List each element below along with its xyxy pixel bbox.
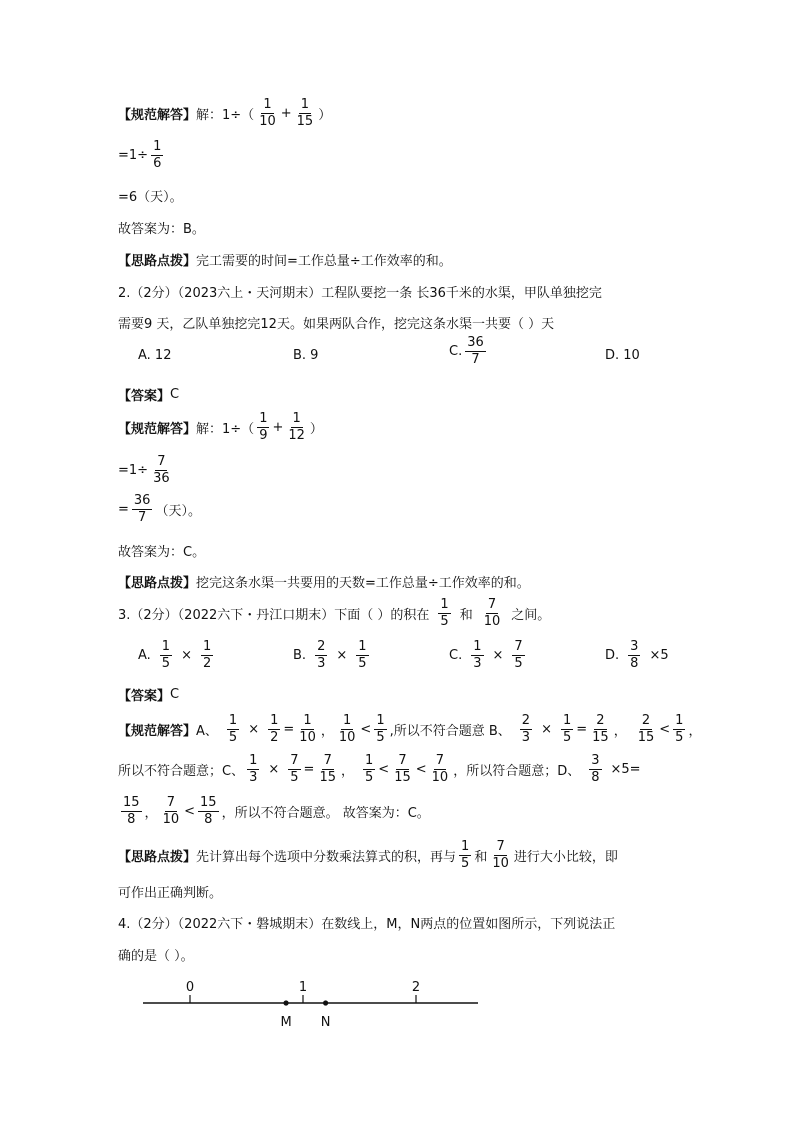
fraction: $\frac{1}{5}$: [161, 639, 171, 671]
fraction: $\frac{36}{7}$: [467, 335, 484, 367]
point-m: [283, 1000, 288, 1005]
fraction: $\frac{1}{3}$: [473, 639, 482, 671]
fraction: $\frac{36}{7}$: [133, 493, 151, 525]
q3-solution-line3: $\frac{15}{8}$ ， $\frac{7}{10}$ < $\frac{15}{8}$ ，所以不符合题意。 故答案为：C。: [123, 795, 430, 827]
fraction: $\frac{15}{8}$: [200, 795, 217, 827]
q2-option-d: D. 10: [605, 348, 640, 363]
fraction: $\frac{2}{3}$: [317, 639, 326, 671]
tick-label-0: 0: [185, 980, 195, 995]
hint-tag: 【思路点拨】: [118, 254, 197, 269]
fraction: $\frac{1}{5}$: [562, 713, 572, 745]
q2-hint: 【思路点拨】 挖完这条水渠一共要用的天数=工作总量÷工作效率的和。: [118, 572, 530, 591]
point-m-label: M: [280, 1015, 292, 1030]
fraction: $\frac{7}{10}$: [483, 597, 501, 629]
q2-conclusion: 故答案为：C。: [118, 545, 206, 560]
point-n-label: N: [320, 1015, 331, 1030]
fraction: $\frac{7}{10}$: [492, 839, 509, 871]
q2-stem-line1: 2.（2分）（2023六上・天河期末）工程队要挖一条 长36千米的水渠，甲队单独挖完: [118, 286, 602, 301]
fraction: $\frac{1}{15}$: [296, 97, 314, 129]
fraction: $\frac{1}{2}$: [270, 713, 279, 745]
fraction: $\frac{1}{10}$: [299, 713, 316, 745]
q1-hint: 【思路点拨】 完工需要的时间=工作总量÷工作效率的和。: [118, 250, 452, 269]
fraction: $\frac{1}{3}$: [249, 753, 258, 785]
fraction: $\frac{7}{5}$: [514, 639, 523, 671]
fraction: $\frac{1}{5}$: [675, 713, 684, 745]
q3-option-c: C. $\frac{1}{3}$ × $\frac{7}{5}$: [449, 639, 523, 671]
q2-solution-line1: 【规范解答】 解：1÷（ $\frac{1}{9}$ + $\frac{1}{12}$ ）: [118, 411, 323, 443]
q3-option-b: B. $\frac{2}{3}$ × $\frac{1}{5}$: [293, 639, 367, 671]
q2-option-b: B. 9: [293, 348, 319, 363]
q3-option-a: A. $\frac{1}{5}$ × $\frac{1}{2}$: [138, 639, 212, 671]
fraction: $\frac{1}{10}$: [338, 713, 356, 745]
q3-hint-line1: 【思路点拨】 先计算出每个选项中分数乘法算式的积，再与 $\frac{1}{5}$ 和 $\frac{7}{10}$ 进行大小比较，即: [118, 839, 618, 871]
q4-stem-line1: 4.（2分）（2022六下・磐城期末）在数线上，M，N两点的位置如图所示，下列说法正: [118, 917, 616, 932]
fraction: $\frac{3}{8}$: [630, 639, 639, 671]
fraction: $\frac{1}{5}$: [376, 713, 385, 745]
fraction: $\frac{3}{8}$: [591, 753, 600, 785]
q3-solution-line2: 所以不符合题意；C、 $\frac{1}{3}$ × $\frac{7}{5}$ = $\frac{7}{15}$ ， $\frac{1}{5}$ < $\frac{7}{15}$ < $\frac{7}{10}$ ，所以符合题意；D、 $\frac{3}{8}$ ×5=: [118, 753, 641, 785]
fraction: $\frac{7}{15}$: [394, 753, 411, 785]
tick-label-1: 1: [298, 980, 308, 995]
solution-tag: 【规范解答】: [118, 421, 197, 437]
q3-solution-line1: 【规范解答】 A、 $\frac{1}{5}$ × $\frac{1}{2}$ = $\frac{1}{10}$ ， $\frac{1}{10}$ < $\frac{1}{5}$ ,所以不符合题意 B、 $\frac{2}{3}$ × $\frac{1}{5}$ = $\frac{2}{15}$ ， $\frac{2}{15}$ < $\frac{1}{5}$ ，: [118, 713, 702, 745]
q2-option-a: A. 12: [138, 348, 172, 363]
tick-label-2: 2: [411, 980, 421, 995]
fraction: $\frac{15}{8}$: [123, 795, 140, 827]
solution-tag: 【规范解答】: [118, 723, 197, 739]
fraction: $\frac{1}{5}$: [228, 713, 238, 745]
hint-tag: 【思路点拨】: [118, 576, 197, 591]
fraction: $\frac{7}{10}$: [162, 795, 180, 827]
q1-solution-line3: =6（天）。: [118, 190, 183, 205]
hint-tag: 【思路点拨】: [118, 849, 197, 865]
fraction: $\frac{7}{36}$: [153, 454, 170, 486]
q1-solution-line1: 【规范解答】 解：1÷（ $\frac{1}{10}$ + $\frac{1}{15}$ ）: [118, 97, 332, 129]
fraction: $\frac{2}{15}$: [592, 713, 609, 745]
fraction: $\frac{1}{10}$: [259, 97, 276, 129]
fraction: $\frac{1}{5}$: [358, 639, 367, 671]
fraction: $\frac{1}{2}$: [202, 639, 212, 671]
fraction: $\frac{7}{15}$: [319, 753, 336, 785]
q3-hint-line2: 可作出正确判断。: [118, 886, 223, 901]
fraction: $\frac{1}{5}$: [461, 839, 470, 871]
q2-stem-line2: 需要9 天，乙队单独挖完12天。如果两队合作，挖完这条水渠一共要（ ）天: [118, 317, 555, 332]
fraction: $\frac{1}{9}$: [259, 411, 268, 443]
fraction: $\frac{2}{15}$: [637, 713, 655, 745]
fraction: $\frac{7}{10}$: [431, 753, 449, 785]
number-line-figure: [0, 978, 794, 1038]
q2-solution-line3: = $\frac{36}{7}$ （天）。: [118, 493, 201, 525]
answer-tag: 【答案】: [118, 389, 171, 404]
point-n: [323, 1000, 328, 1005]
q1-solution-line2: =1÷ $\frac{1}{6}$: [118, 139, 162, 171]
q3-answer: 【答案】 C: [118, 687, 180, 704]
q4-stem-line2: 确的是（ ）。: [118, 949, 194, 964]
q2-answer: 【答案】 C: [118, 387, 180, 404]
q2-option-c: C. $\frac{36}{7}$: [449, 335, 484, 367]
q2-solution-line2: =1÷ $\frac{7}{36}$: [118, 454, 170, 486]
fraction: $\frac{1}{5}$: [365, 753, 374, 785]
fraction: $\frac{1}{5}$: [440, 597, 449, 629]
fraction: $\frac{7}{5}$: [290, 753, 299, 785]
fraction: $\frac{1}{6}$: [153, 139, 162, 171]
fraction: $\frac{2}{3}$: [521, 713, 531, 745]
q3-option-d: D. $\frac{3}{8}$ ×5: [605, 639, 669, 671]
q1-conclusion: 故答案为：B。: [118, 222, 205, 237]
q3-stem: 3.（2分）（2022六下・丹江口期末）下面（ ）的积在 $\frac{1}{5}$ 和 $\frac{7}{10}$ 之间。: [118, 597, 551, 629]
answer-tag: 【答案】: [118, 689, 171, 704]
fraction: $\frac{1}{12}$: [288, 411, 305, 443]
solution-tag: 【规范解答】: [118, 107, 197, 123]
